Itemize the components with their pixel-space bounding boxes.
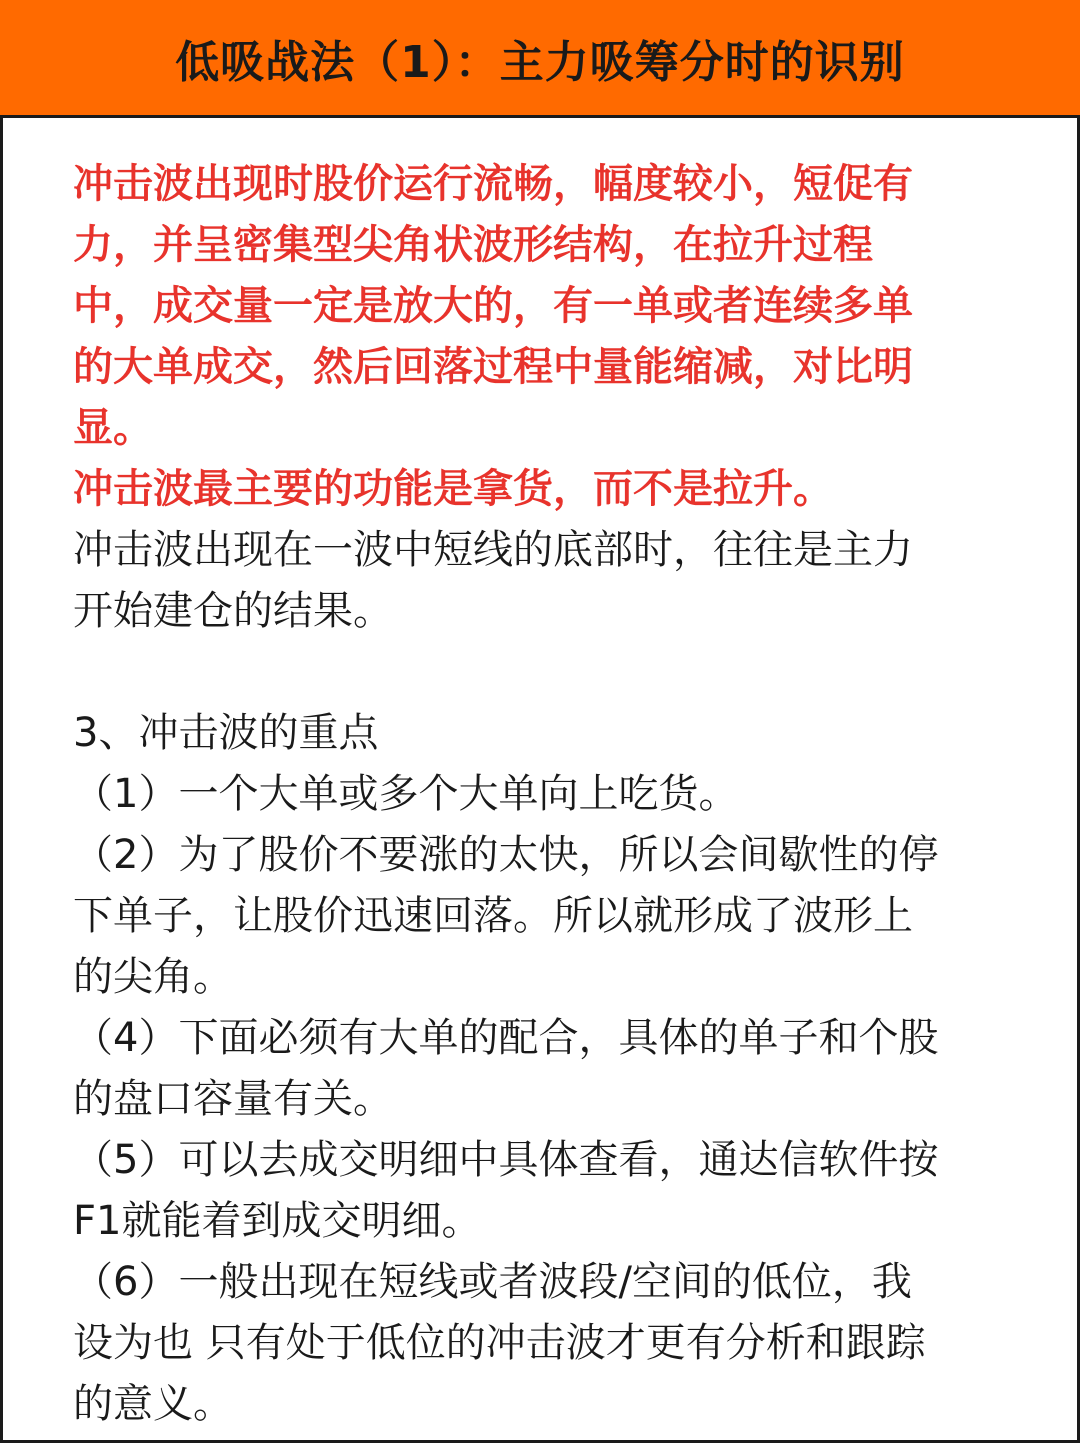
title-banner bbox=[0, 0, 1080, 118]
highlight-line: 显。 bbox=[73, 405, 153, 451]
highlight-line: 中，成交量一定是放大的，有一单或者连续多单 bbox=[73, 283, 913, 329]
point-6-line: 的意义。 bbox=[73, 1381, 233, 1427]
highlight-line: 冲击波最主要的功能是拿货，而不是拉升。 bbox=[73, 466, 833, 512]
intro-line: 冲击波出现在一波中短线的底部时，往往是主力 bbox=[73, 527, 913, 573]
highlight-line: 的大单成交，然后回落过程中量能缩减，对比明 bbox=[73, 344, 913, 390]
point-4-line: 的盘口容量有关。 bbox=[73, 1076, 393, 1122]
article-body bbox=[73, 154, 1018, 1435]
highlight-line: 冲击波出现时股价运行流畅，幅度较小，短促有 bbox=[73, 161, 913, 207]
paragraph-gap bbox=[73, 642, 1018, 703]
point-5-line: F1就能着到成交明细。 bbox=[73, 1198, 482, 1244]
point-2-line: （2）为了股价不要涨的太快，所以会间歇性的停 bbox=[73, 832, 939, 878]
point-4-line: （4）下面必须有大单的配合，具体的单子和个股 bbox=[73, 1015, 939, 1061]
point-2-line: 下单子，让股价迅速回落。所以就形成了波形上 bbox=[73, 893, 913, 939]
point-6-line: 设为也 只有处于低位的冲击波才更有分析和跟踪 bbox=[73, 1320, 926, 1366]
section-heading: 3、冲击波的重点 bbox=[73, 710, 379, 756]
intro-line: 开始建仓的结果。 bbox=[73, 588, 393, 634]
point-6-line: （6）一般出现在短线或者波段/空间的低位，我 bbox=[73, 1259, 912, 1305]
point-2-line: 的尖角。 bbox=[73, 954, 233, 1000]
content-card bbox=[0, 118, 1080, 1443]
page-title: 低吸战法（1）：主力吸筹分时的识别 bbox=[175, 36, 905, 88]
point-5-line: （5）可以去成交明细中具体查看，通达信软件按 bbox=[73, 1137, 939, 1183]
highlight-line: 力，并呈密集型尖角状波形结构，在拉升过程 bbox=[73, 222, 873, 268]
point-1-line: （1）一个大单或多个大单向上吃货。 bbox=[73, 771, 739, 817]
